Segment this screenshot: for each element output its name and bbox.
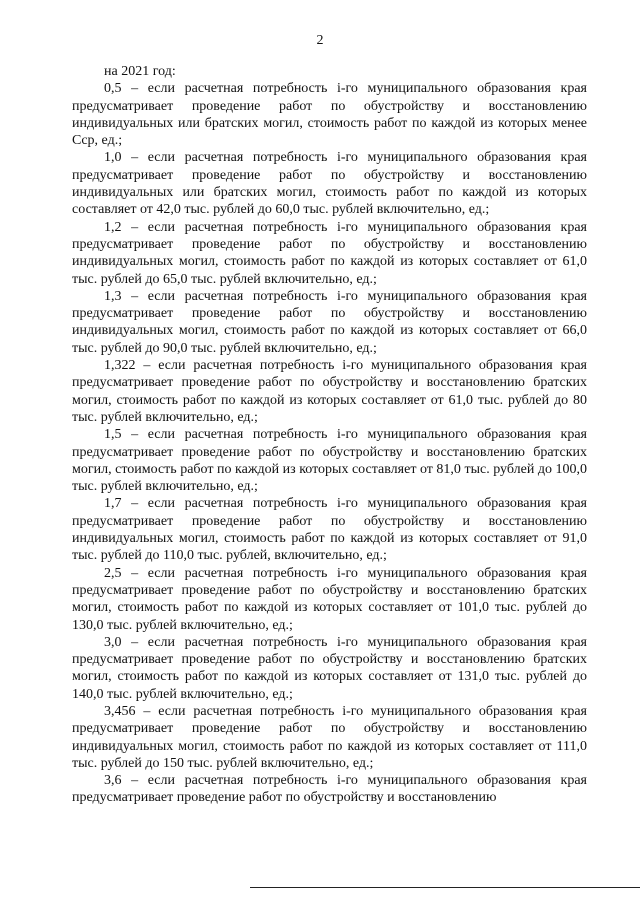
paragraph-coef-1-2: 1,2 – если расчетная потребность i-го муниципального образования края предусматривает проведение работ по обустройству и восстановлению индивидуальных могил, стоимость работ по каждой из которых составляет от 61,0 тыс. рублей до 65,0 тыс. рублей включительно, ед.; xyxy=(72,219,587,287)
paragraph-intro: на 2021 год: xyxy=(104,64,176,79)
paragraph-coef-1-0: 1,0 – если расчетная потребность i-го муниципального образования края предусматривает проведение работ по обустройству и восстановлению индивидуальных или братских могил, стоимость работ по каждой из которых составляет от 42,0 тыс. рублей до 60,0 тыс. рублей включительно, ед.; xyxy=(72,150,587,218)
paragraph-coef-1-7: 1,7 – если расчетная потребность i-го муниципального образования края предусматривает проведение работ по обустройству и восстановлению индивидуальных могил, стоимость работ по каждой из которых составляет от 91,0 тыс. рублей до 110,0 тыс. рублей, включительно, ед.; xyxy=(72,496,587,564)
scan-edge-line xyxy=(250,887,640,888)
paragraph-coef-1-322: 1,322 – если расчетная потребность i-го муниципального образования края предусматривает проведение работ по обустройству и восстановлению братских могил, стоимость работ по каждой из которых составляет от 61,0 тыс. рублей до 80 тыс. рублей включительно, ед.; xyxy=(72,358,587,425)
paragraph-coef-1-5: 1,5 – если расчетная потребность i-го муниципального образования края предусматривает проведение работ по обустройству и восстановлению братских могил, стоимость работ по каждой из которых составляет от 81,0 тыс. рублей до 100,0 тыс. рублей включительно, ед.; xyxy=(72,427,587,495)
paragraph-coef-1-3: 1,3 – если расчетная потребность i-го муниципального образования края предусматривает проведение работ по обустройству и восстановлению индивидуальных могил, стоимость работ по каждой из которых составляет от 66,0 тыс. рублей до 90,0 тыс. рублей включительно, ед.; xyxy=(72,288,587,356)
document-body xyxy=(72,63,587,807)
paragraph-coef-0-5: 0,5 – если расчетная потребность i-го муниципального образования края предусматривает проведение работ по обустройству и восстановлению индивидуальных или братских могил, стоимость работ по каждой из которых менее Cср, ед.; xyxy=(72,81,587,149)
paragraph-coef-3-456: 3,456 – если расчетная потребность i-го муниципального образования края предусматривает проведение работ по обустройству и восстановлению индивидуальных могил, стоимость работ по каждой из которых составляет от 111,0 тыс. рублей до 150 тыс. рублей включительно, ед.; xyxy=(72,703,587,771)
paragraph-coef-3-0: 3,0 – если расчетная потребность i-го муниципального образования края предусматривает проведение работ по обустройству и восстановлению братских могил, стоимость работ по каждой из которых составляет от 131,0 тыс. рублей до 140,0 тыс. рублей включительно, ед.; xyxy=(72,634,587,702)
page-number: 2 xyxy=(316,33,324,48)
paragraph-coef-2-5: 2,5 – если расчетная потребность i-го муниципального образования края предусматривает проведение работ по обустройству и восстановлению братских могил, стоимость работ по каждой из которых составляет от 101,0 тыс. рублей до 130,0 тыс. рублей включительно, ед.; xyxy=(72,565,587,633)
paragraph-coef-3-6: 3,6 – если расчетная потребность i-го муниципального образования края предусматривает проведение работ по обустройству и восстановлению xyxy=(72,773,587,806)
